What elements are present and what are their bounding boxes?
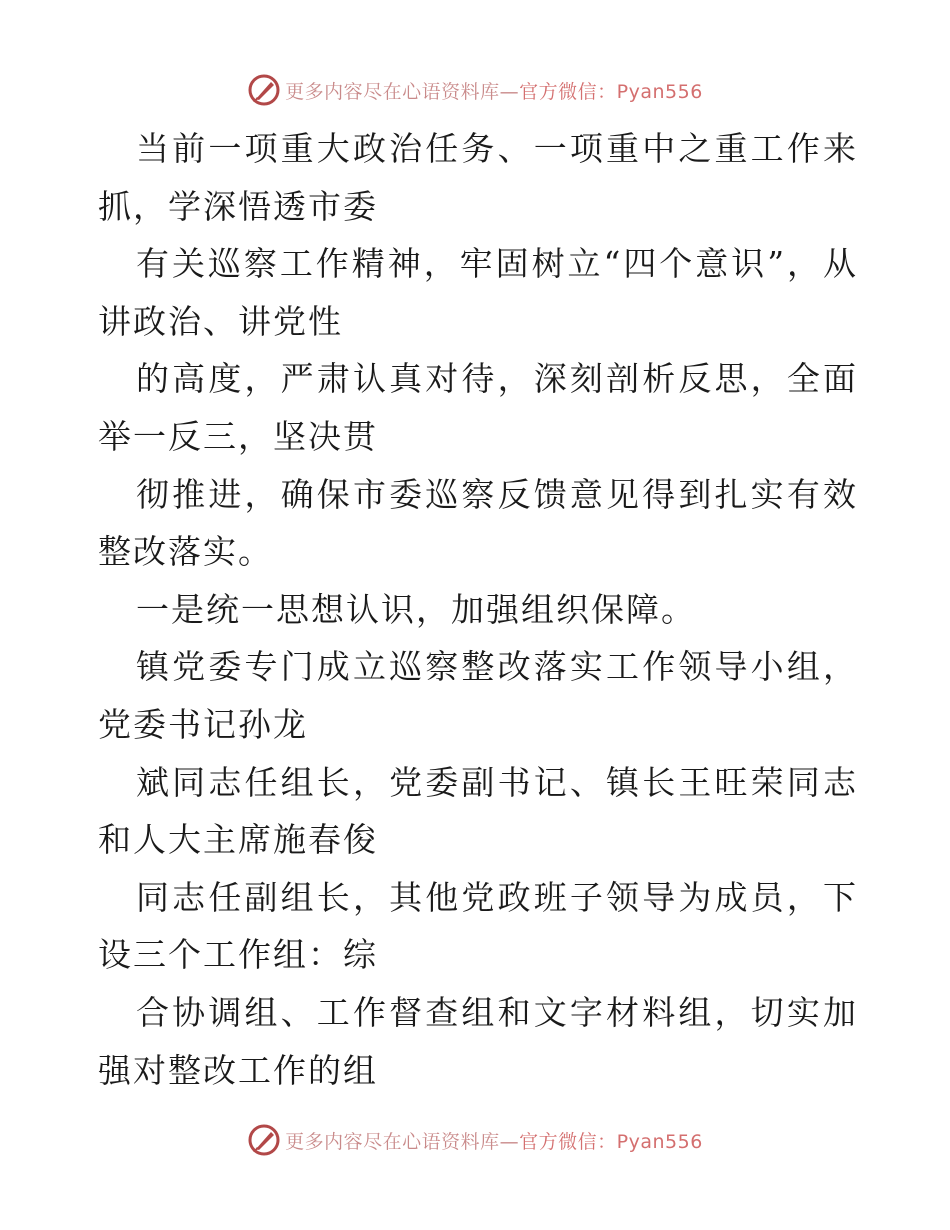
footer-banner: [0, 1120, 950, 1160]
paragraph-7: 斌同志任组长，党委副书记、镇长王旺荣同志和人大主席施春俊: [98, 762, 858, 860]
paragraph-4: 彻推进，确保市委巡察反馈意见得到扎实有效整改落实。: [98, 474, 858, 572]
header-wechat-text: 官方微信：Pyan556: [519, 80, 703, 103]
paragraph-9: 合协调组、工作督查组和文字材料组，切实加强对整改工作的组: [98, 992, 858, 1090]
paragraph-8: 同志任副组长，其他党政班子领导为成员，下设三个工作组：综: [98, 877, 858, 975]
document-body: [98, 120, 858, 1099]
footer-banner-text: [285, 1127, 703, 1154]
paragraph-5: 一是统一思想认识，加强组织保障。: [136, 589, 696, 629]
header-site-text: 更多内容尽在心语资料库: [285, 80, 500, 103]
quill-logo-icon: [247, 1123, 281, 1157]
header-banner: [0, 70, 950, 110]
footer-site-text: 更多内容尽在心语资料库: [285, 1130, 500, 1153]
footer-wechat-text: 官方微信：Pyan556: [519, 1130, 703, 1153]
paragraph-6: 镇党委专门成立巡察整改落实工作领导小组，党委书记孙龙: [98, 647, 858, 744]
header-dash: —: [499, 80, 520, 103]
paragraph-1: 当前一项重大政治任务、一项重中之重工作来抓，学深悟透市委: [98, 129, 858, 226]
paragraph-2: 有关巡察工作精神，牢固树立“四个意识”，从讲政治、讲党性: [98, 244, 858, 341]
quill-logo-icon: [247, 73, 281, 107]
paragraph-3: 的高度，严肃认真对待，深刻剖析反思，全面举一反三，坚决贯: [98, 359, 858, 456]
header-banner-text: [285, 77, 703, 104]
footer-dash: —: [499, 1130, 520, 1153]
